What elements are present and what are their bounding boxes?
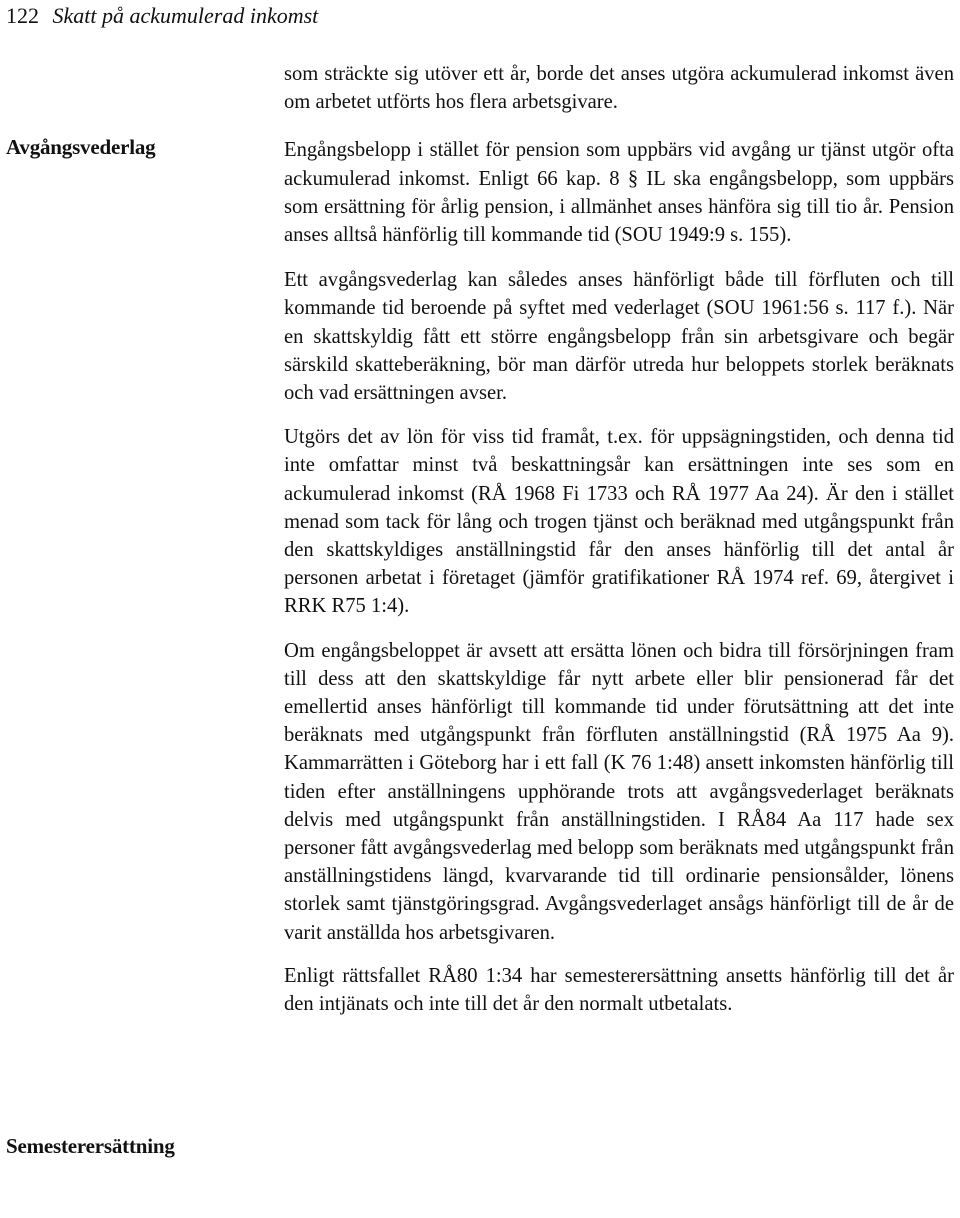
paragraph: Ett avgångsvederlag kan således anses hänförligt både till förfluten och till kommande tid beroende på syftet med vederlaget (SOU 1961:56 s. 117 f.). När en skattskyldig fått ett större engångsbelopp från sin arbetsgivare och begär särskild skatteberäkning, bör man därför utreda hur beloppets storlek beräknats och vad ersättningen avser. — [284, 269, 954, 405]
paragraph: Om engångsbeloppet är avsett att ersätta lönen och bidra till försörjningen fram till dess att den skattskyldige får nytt arbete eller blir pensionerad får det emellertid anses hänförligt till kommande tid under förutsättning att det inte beräknats med utgångspunkt från förfluten anställningstid (RÅ 1975 Aa 9). Kammarrätten i Göteborg har i ett fall (K 76 1:48) ansett inkomsten hänförlig till tiden efter anställningens upphörande trots att avgångsvederlaget beräknats delvis med utgångspunkt från anställningstiden. I RÅ84 Aa 117 hade sex personer fått avgångsvederlag med belopp som beräknats med utgångspunkt från anställningstidens längd, kvarvarande tid till ordinarie pensionsålder, lönens storlek samt tjänstgöringsgrad. Avgångsvederlaget ansågs hänförligt till de år de varit anställda hos arbetsgivaren. — [284, 639, 954, 944]
paragraph: Utgörs det av lön för viss tid framåt, t.ex. för uppsägningstiden, och denna tid inte omfattar minst två beskattningsår kan ersättningen inte ses som en ackumulerad inkomst (RÅ 1968 Fi 1733 och RÅ 1977 Aa 24). Är den i stället menad som tack för lång och trogen tjänst och beräknad med utgångspunkt från den skattskyldiges anställningstid får den anses hänförlig till det antal år personen arbetat i företaget (jämför gratifikationer RÅ 1974 ref. 69, återgivet i RRK R75 1:4). — [284, 426, 954, 618]
paragraph: Engångsbelopp i stället för pension som uppbärs vid avgång ur tjänst utgör ofta ackumulerad inkomst. Enligt 66 kap. 8 § IL ska engångsbelopp, som uppbärs som ersättning för årlig pension, i allmänhet anses hänföra sig till tio år. Pension anses alltså hänförlig till kommande tid (SOU 1949:9 s. 155). — [284, 139, 954, 247]
body-text — [284, 60, 954, 1018]
page-number: 122 — [6, 3, 39, 28]
margin-heading-semesterersattning: Semesterersättning — [6, 1134, 175, 1158]
paragraph: Enligt rättsfallet RÅ80 1:34 har semesterersättning ansetts hänförlig till det år den intjänats och inte till det år den normalt utbetalats. — [284, 964, 954, 1016]
paragraph: som sträckte sig utöver ett år, borde det anses utgöra ackumulerad inkomst även om arbetet utförts hos flera arbetsgivare. — [284, 63, 954, 114]
page-header — [6, 3, 318, 29]
margin-heading-avgangsvederlag: Avgångsvederlag — [6, 135, 156, 159]
running-title: Skatt på ackumulerad inkomst — [52, 3, 319, 28]
